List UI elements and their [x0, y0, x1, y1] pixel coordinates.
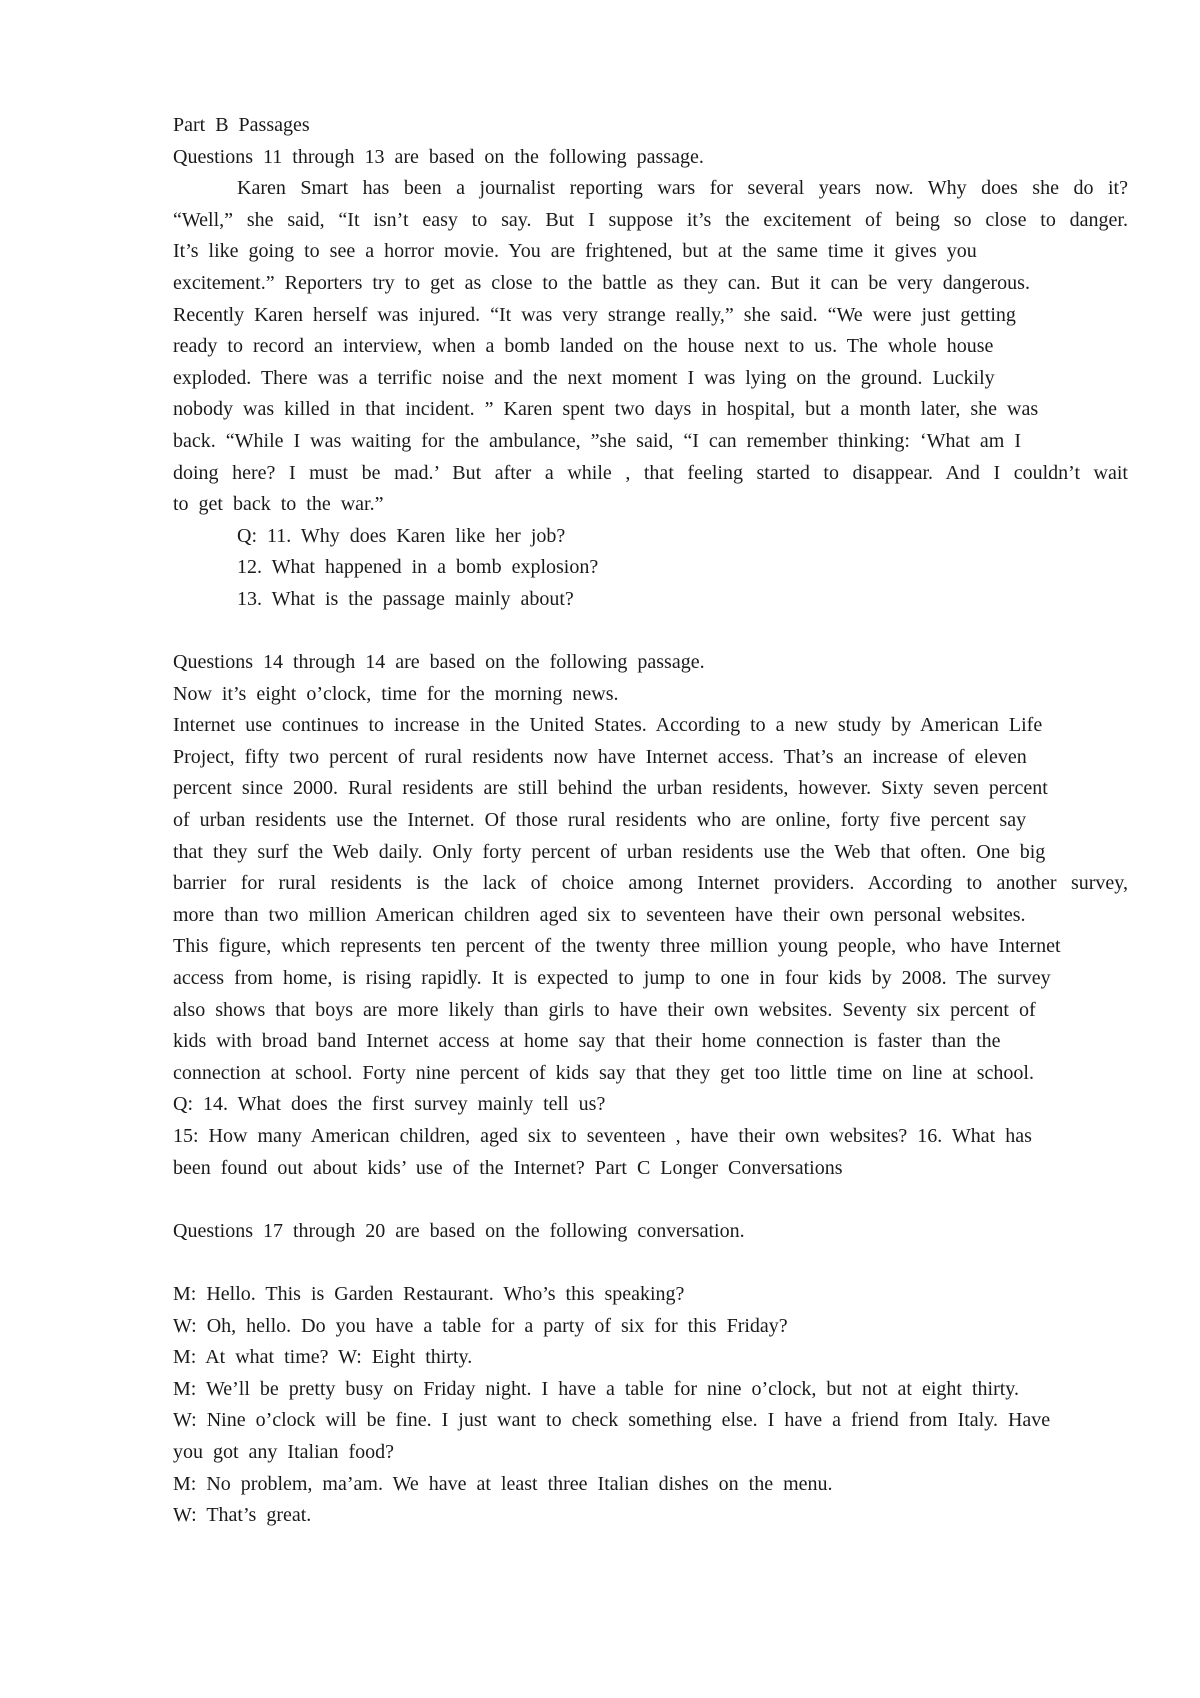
text-line: M: We’ll be pretty busy on Friday night. I have a table for nine o’clock, but not at eight thirty.	[173, 1377, 1019, 1400]
text-line: nobody was killed in that incident. ” Karen spent two days in hospital, but a month later, she was	[173, 398, 1039, 421]
text-line: Karen Smart has been a journalist reporting wars for several years now. Why does she do it?	[237, 177, 1128, 200]
text-line: ready to record an interview, when a bomb landed on the house next to us. The whole house	[173, 335, 994, 358]
text-line: to get back to the war.”	[173, 493, 384, 516]
text-line: been found out about kids’ use of the Internet? Part C Longer Conversations	[173, 1156, 843, 1179]
text-line: Questions 11 through 13 are based on the following passage.	[173, 145, 704, 168]
text-line: It’s like going to see a horror movie. You are frightened, but at the same time it gives you	[173, 240, 977, 263]
text-line: Internet use continues to increase in the United States. According to a new study by American Life	[173, 714, 1043, 737]
text-line: you got any Italian food?	[173, 1440, 395, 1463]
text-line: 12. What happened in a bomb explosion?	[237, 556, 599, 579]
text-line: connection at school. Forty nine percent of kids say that they get too little time on line at school.	[173, 1061, 1034, 1084]
text-line: W: Oh, hello. Do you have a table for a party of six for this Friday?	[173, 1314, 788, 1337]
text-line: access from home, is rising rapidly. It is expected to jump to one in four kids by 2008. The survey	[173, 967, 1051, 990]
text-line: back. “While I was waiting for the ambulance, ”she said, “I can remember thinking: ‘What am I	[173, 429, 1022, 452]
document-page	[173, 110, 1128, 1532]
blank-line	[173, 616, 1128, 648]
text-line: percent since 2000. Rural residents are still behind the urban residents, however. Sixty seven percent	[173, 777, 1048, 800]
text-line: Questions 14 through 14 are based on the following passage.	[173, 651, 705, 674]
text-line: exploded. There was a terrific noise and the next moment I was lying on the ground. Luckily	[173, 366, 995, 389]
text-line: of urban residents use the Internet. Of those rural residents who are online, forty five percent say	[173, 809, 1027, 832]
text-line: kids with broad band Internet access at home say that their home connection is faster than the	[173, 1030, 1001, 1053]
text-line: Project, fifty two percent of rural residents now have Internet access. That’s an increase of eleven	[173, 745, 1027, 768]
text-line: Part B Passages	[173, 114, 310, 136]
text-line: M: At what time? W: Eight thirty.	[173, 1346, 473, 1369]
text-line: also shows that boys are more likely than girls to have their own websites. Seventy six percent of	[173, 998, 1036, 1021]
text-line: Recently Karen herself was injured. “It was very strange really,” she said. “We were just getting	[173, 303, 1016, 326]
text-line: doing here? I must be mad.’ But after a while , that feeling started to disappear. And I couldn’t wait	[173, 461, 1128, 484]
text-line: that they surf the Web daily. Only forty percent of urban residents use the Web that often. One big	[173, 840, 1046, 863]
text-line: Now it’s eight o’clock, time for the morning news.	[173, 682, 619, 705]
text-line: Q: 14. What does the first survey mainly tell us?	[173, 1093, 606, 1116]
text-line: Questions 17 through 20 are based on the following conversation.	[173, 1219, 745, 1242]
text-line: This figure, which represents ten percent of the twenty three million young people, who have Internet	[173, 935, 1061, 958]
text-line: M: No problem, ma’am. We have at least three Italian dishes on the menu.	[173, 1472, 833, 1495]
text-line: 15: How many American children, aged six to seventeen , have their own websites? 16. What has	[173, 1125, 1032, 1147]
text-line: “Well,” she said, “It isn’t easy to say. But I suppose it’s the excitement of being so close to danger.	[173, 208, 1128, 231]
text-line: W: Nine o’clock will be fine. I just want to check something else. I have a friend from Italy. Have	[173, 1409, 1051, 1432]
text-line: M: Hello. This is Garden Restaurant. Who’s this speaking?	[173, 1282, 685, 1305]
blank-line	[173, 1247, 1128, 1279]
text-line: more than two million American children aged six to seventeen have their own personal websites.	[173, 903, 1026, 926]
text-line: 13. What is the passage mainly about?	[237, 587, 574, 610]
blank-line	[173, 1184, 1128, 1216]
text-line: excitement.” Reporters try to get as close to the battle as they can. But it can be very dangerous.	[173, 271, 1030, 294]
text-line: W: That’s great.	[173, 1504, 312, 1527]
text-line: barrier for rural residents is the lack of choice among Internet providers. According to another survey,	[173, 872, 1128, 895]
text-line: Q: 11. Why does Karen like her job?	[237, 524, 566, 547]
